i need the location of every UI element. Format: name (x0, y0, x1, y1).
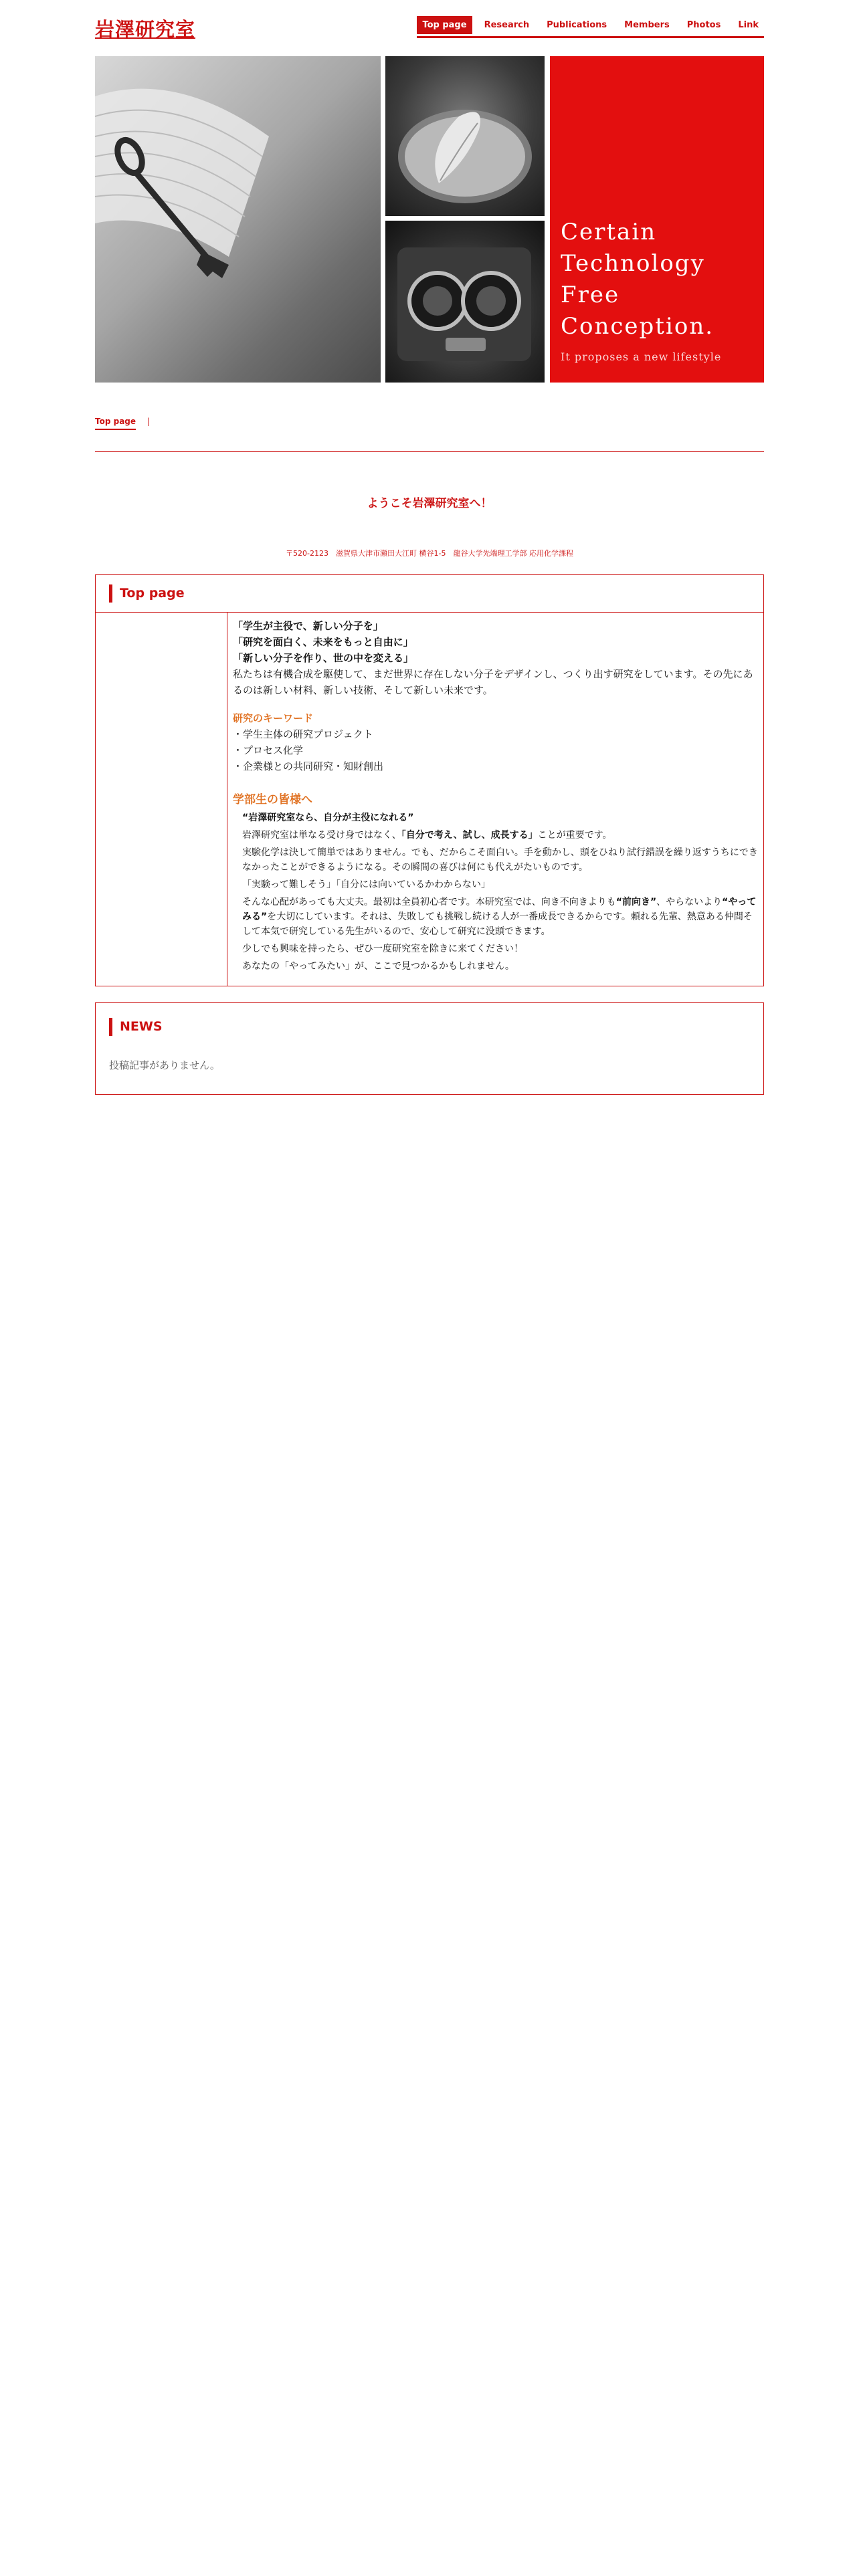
news-empty-message: 投稿記事がありません。 (109, 1059, 220, 1071)
box-content (227, 613, 763, 986)
site-title-link[interactable]: 岩澤研究室 (95, 18, 196, 41)
hero-tagline: Certain Technology Free Conception. (561, 219, 714, 340)
top-page-box-header (96, 575, 763, 613)
keyword-item: ・企業様との共同研究・知財創出 (233, 760, 384, 772)
nav-members[interactable]: Members (624, 20, 670, 30)
slogan: 「学生が主役で、新しい分子を」 (233, 620, 383, 632)
heading-accent-bar (109, 1018, 112, 1036)
students-section (233, 811, 758, 974)
keyword-item: ・プロセス化学 (233, 744, 304, 756)
global-nav (417, 16, 764, 38)
nav-publications[interactable]: Publications (547, 20, 607, 30)
nav-link[interactable]: Link (738, 20, 759, 30)
students-title: 学部生の皆様へ (233, 793, 312, 807)
slogan: 「新しい分子を作り、世の中を変える」 (233, 652, 414, 664)
breadcrumb (95, 413, 764, 433)
divider (95, 451, 764, 452)
students-paragraph: 岩澤研究室は単なる受け身ではなく、「自分で考え、試し、成長する」ことが重要です。 (242, 830, 612, 841)
heading-accent-bar (109, 584, 112, 603)
students-paragraph: あなたの「やってみたい」が、ここで見つかるかもしれません。 (242, 961, 514, 972)
lab-address: 〒520-2123 滋賀県大津市瀬田大江町 横谷1-5 龍谷大学先端理工学部 応用化学課程 (286, 549, 573, 558)
hero-tagline-panel (550, 56, 764, 383)
news-box (95, 1002, 764, 1095)
students-paragraph: 「実験って難しそう」「自分には向いているかわからない」 (242, 879, 490, 890)
slogan: 「研究を面白く、未来をもっと自由に」 (233, 636, 413, 648)
nav-research[interactable]: Research (484, 20, 530, 30)
top-page-box (95, 574, 764, 986)
keywords-title: 研究のキーワード (233, 712, 314, 724)
hero-key-photo (95, 56, 381, 383)
site-header (95, 0, 764, 43)
breadcrumb-top-page[interactable]: Top page (95, 417, 136, 430)
students-paragraph: そんな心配があっても大丈夫。最初は全員初心者です。本研究室では、向き不向きよりも“前向き”、やらないより“やってみる”を大切にしています。それは、失敗しても挑戦し続ける人が一番成長できるからです。頼れる先輩、熱意ある仲間そして本気で研究している先生がいるので、安心して研究に没頭できます。 (242, 897, 757, 937)
hero-camera-photo (385, 221, 545, 383)
hero-subtitle: It proposes a new lifestyle (561, 350, 722, 363)
hero-banner (95, 56, 764, 383)
box-sidebar-column (96, 613, 227, 986)
hero-scale-photo (385, 56, 545, 216)
news-title: NEWS (120, 1019, 163, 1034)
students-paragraph: 少しでも興味を持ったら、ぜひ一度研究室を除きに来てください！ (242, 944, 523, 954)
breadcrumb-separator: | (147, 417, 151, 426)
students-heading: “岩澤研究室なら、自分が主役になれる” (242, 813, 414, 823)
nav-photos[interactable]: Photos (686, 20, 721, 30)
top-page-box-title: Top page (120, 586, 185, 601)
welcome-heading: ようこそ岩澤研究室へ！ (367, 497, 492, 510)
nav-top-page[interactable]: Top page (417, 16, 472, 34)
keyword-item: ・学生主体の研究プロジェクト (233, 728, 373, 740)
intro-text: 私たちは有機合成を駆使して、まだ世界に存在しない分子をデザインし、つくり出す研究をしています。その先にあるのは新しい材料、新しい技術、そして新しい未来です。 (233, 668, 753, 696)
students-paragraph: 実験化学は決して簡単ではありません。でも、だからこそ面白い。手を動かし、頭をひねり試行錯誤を繰り返すうちにできなかったことができるようになる。その瞬間の喜びは何にも代えがたいものです。 (242, 847, 758, 873)
